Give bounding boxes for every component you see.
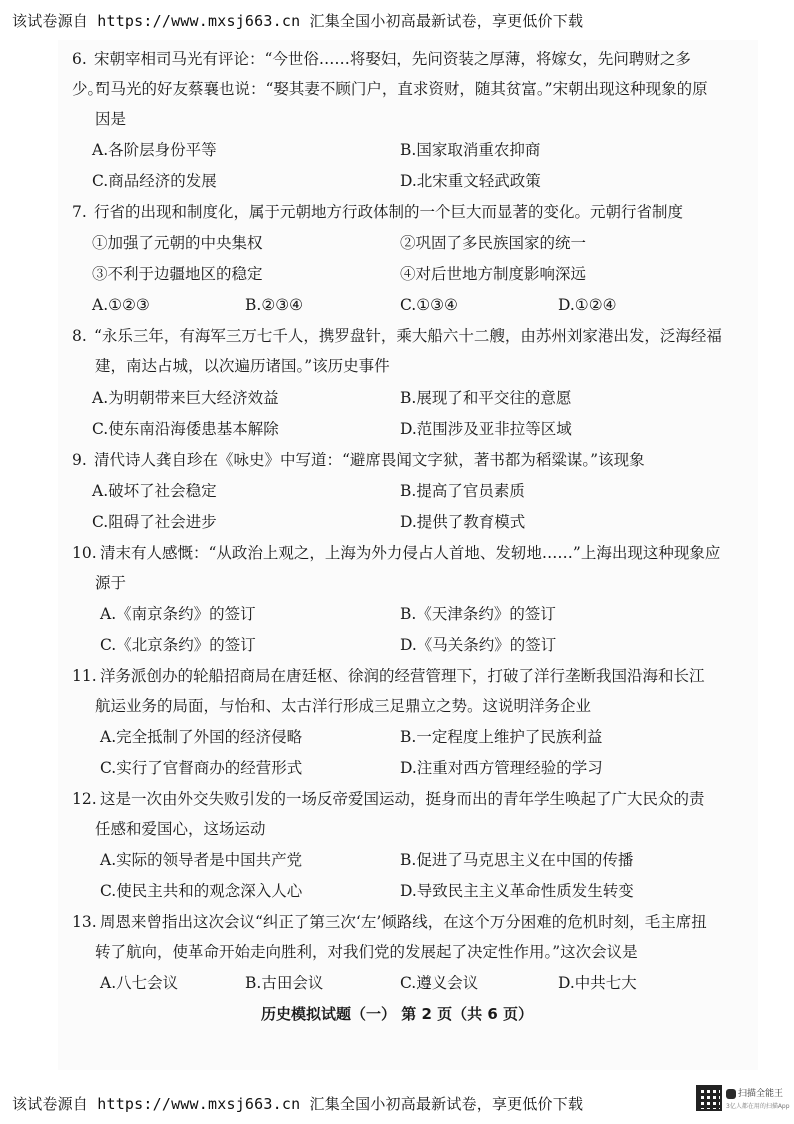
question-text: 清代诗人龚自珍在《咏史》中写道：“避席畏闻文字狱，著书都为稻粱谋。”该现象 (94, 451, 645, 469)
question-text: 周恩来曾指出这次会议“纠正了第三次‘左’倾路线，在这个万分困难的危机时刻，毛主席扭 (100, 913, 707, 931)
question-12-line-2: 任感和爱国心，这场运动 (95, 820, 266, 838)
question-11 (72, 661, 722, 691)
option-d: D.注重对西方管理经验的学习 (400, 759, 603, 777)
question-10 (72, 538, 722, 568)
question-text: 这是一次由外交失败引发的一场反帝爱国运动，挺身而出的青年学生唤起了广大民众的责 (100, 790, 705, 808)
statement-2: ②巩固了多民族国家的统一 (400, 234, 587, 252)
question-number: 10. (72, 544, 97, 562)
option-c: C.使民主共和的观念深入人心 (100, 882, 303, 900)
question-7 (72, 197, 722, 227)
question-number: 7. (72, 203, 87, 221)
option-a: A.①②③ (92, 296, 150, 314)
question-text: “永乐三年，有海军三万七千人，携罗盘针，乘大船六十二艘，由苏州刘家港出发，泛海经福 (94, 327, 722, 345)
option-d: D.中共七大 (558, 974, 637, 992)
question-text: 洋务派创办的轮船招商局在唐廷枢、徐润的经营管理下，打破了洋行垄断我国沿海和长江 (100, 667, 705, 685)
option-b: B.《天津条约》的签订 (400, 605, 556, 623)
statement-4: ④对后世地方制度影响深远 (400, 265, 587, 283)
option-c: C.遵义会议 (400, 974, 479, 992)
statement-3: ③不利于边疆地区的稳定 (92, 265, 263, 283)
statement-1: ①加强了元朝的中央集权 (92, 234, 263, 252)
scanner-logo-text: 扫描全能王 (738, 1089, 784, 1099)
question-number: 9. (72, 451, 87, 469)
option-a: A.八七会议 (100, 974, 179, 992)
question-6-line-2: 司马光的好友蔡襄也说：“娶其妻不顾门户，直求资财，随其贫富。”宋朝出现这种现象的原 (95, 80, 708, 98)
question-12 (72, 784, 722, 814)
option-a: A.《南京条约》的签订 (100, 605, 256, 623)
question-13-line-2: 转了航向，使革命开始走向胜利，对我们党的发展起了决定性作用。”这次会议是 (95, 943, 638, 961)
question-text: 行省的出现和制度化，属于元朝地方行政体制的一个巨大而显著的变化。元朝行省制度 (94, 203, 684, 221)
option-c: C.商品经济的发展 (92, 172, 217, 190)
question-number: 12. (72, 790, 97, 808)
scanner-logo-subtext: 3亿人都在用的扫描App (726, 1103, 790, 1110)
question-9 (72, 445, 722, 475)
option-a: A.完全抵制了外国的经济侵略 (100, 728, 303, 746)
scanner-app-icon (726, 1089, 736, 1099)
option-d: D.北宋重文轻武政策 (400, 172, 541, 190)
question-6-line-3: 因是 (95, 110, 127, 128)
question-number: 8. (72, 327, 87, 345)
question-text: 宋朝宰相司马光有评论：“今世俗……将娶妇，先问资装之厚薄，将嫁女，先问聘财之多少。” (72, 50, 691, 98)
option-c: C.使东南沿海倭患基本解除 (92, 420, 279, 438)
qr-code-icon (696, 1085, 722, 1111)
question-11-line-2: 航运业务的局面，与怡和、太古洋行形成三足鼎立之势。这说明洋务企业 (95, 697, 592, 715)
option-c: C.实行了官督商办的经营形式 (100, 759, 303, 777)
option-a: A.为明朝带来巨大经济效益 (92, 389, 279, 407)
question-8-line-2: 建，南达占城，以次遍历诸国。”该历史事件 (95, 357, 390, 375)
option-d: D.①②④ (558, 296, 617, 314)
option-b: B.展现了和平交往的意愿 (400, 389, 572, 407)
option-d: D.《马关条约》的签订 (400, 636, 557, 654)
option-d: D.提供了教育模式 (400, 513, 526, 531)
source-banner-bottom: 该试卷源自 https://www.mxsj663.cn 汇集全国小初高最新试卷，享更低价下载 (12, 1095, 584, 1113)
option-b: B.提高了官员素质 (400, 482, 525, 500)
source-banner-top: 该试卷源自 https://www.mxsj663.cn 汇集全国小初高最新试卷，享更低价下载 (12, 12, 584, 30)
question-8 (72, 321, 722, 351)
question-text: 清末有人感慨：“从政治上观之，上海为外力侵占人首地、发轫地……”上海出现这种现象应 (100, 544, 721, 562)
option-c: C.①③④ (400, 296, 458, 314)
option-c: C.《北京条约》的签订 (100, 636, 256, 654)
option-d: D.范围涉及亚非拉等区域 (400, 420, 572, 438)
option-b: B.一定程度上维护了民族利益 (400, 728, 603, 746)
option-a: A.破坏了社会稳定 (92, 482, 217, 500)
question-number: 6. (72, 50, 87, 68)
question-number: 13. (72, 913, 97, 931)
question-13 (72, 907, 722, 937)
option-b: B.促进了马克思主义在中国的传播 (400, 851, 634, 869)
option-b: B.国家取消重农抑商 (400, 141, 541, 159)
page-footer: 历史模拟试题（一） 第 2 页（共 6 页） (261, 1005, 533, 1023)
option-a: A.实际的领导者是中国共产党 (100, 851, 303, 869)
option-c: C.阻碍了社会进步 (92, 513, 217, 531)
question-number: 11. (72, 667, 97, 685)
option-b: B.②③④ (245, 296, 304, 314)
question-10-line-2: 源于 (95, 574, 127, 592)
scanner-logo (726, 1086, 790, 1110)
option-d: D.导致民主主义革命性质发生转变 (400, 882, 634, 900)
option-a: A.各阶层身份平等 (92, 141, 217, 159)
option-b: B.古田会议 (245, 974, 324, 992)
